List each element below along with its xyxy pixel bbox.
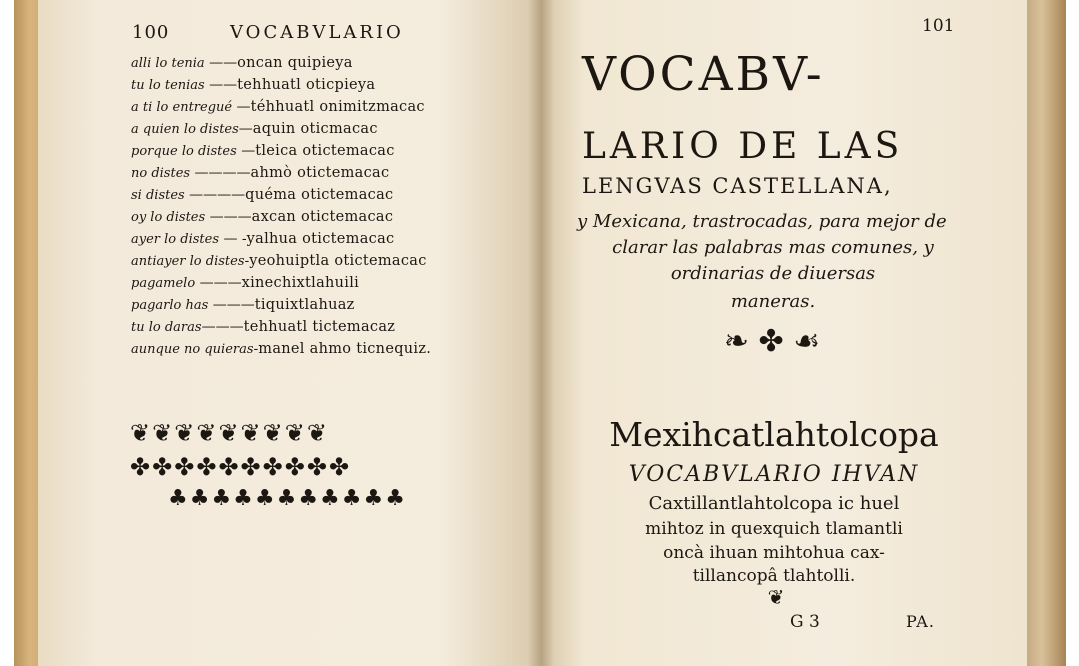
entry-dash: —— bbox=[204, 77, 238, 93]
title-line-2: LARIO DE LAS bbox=[582, 126, 904, 167]
vocab-entry bbox=[131, 52, 491, 74]
spanish-phrase: aunque no quieras bbox=[131, 342, 254, 357]
spanish-phrase: si distes bbox=[131, 188, 185, 203]
spanish-phrase: pagamelo bbox=[131, 276, 196, 291]
ornament-row-3: ♣♣♣♣♣♣♣♣♣♣♣ bbox=[168, 486, 407, 511]
spanish-phrase: antiayer lo distes bbox=[131, 254, 245, 269]
spanish-phrase: a quien lo distes bbox=[131, 122, 239, 137]
vocab-entry bbox=[131, 162, 491, 184]
vocab-entry bbox=[131, 250, 491, 272]
spanish-phrase: a ti lo entregué bbox=[131, 100, 233, 115]
nahuatl-phrase: axcan otictemacac bbox=[251, 209, 394, 225]
ornament-band bbox=[130, 416, 500, 514]
entry-dash: — bbox=[236, 143, 256, 159]
small-ornament: ❦ bbox=[767, 585, 785, 609]
nahuatl-phrase: tiquixtlahuaz bbox=[254, 297, 355, 313]
entry-dash: ——— bbox=[201, 319, 244, 335]
entry-dash: ———— bbox=[184, 187, 246, 203]
vocab-entry bbox=[131, 294, 491, 316]
description-line-1: y Mexicana, trastrocadas, para mejor de bbox=[577, 211, 947, 232]
body-line-4: tillancopâ tlahtolli. bbox=[692, 566, 856, 586]
body-line-1: Caxtillantlahtolcopa ic huel bbox=[648, 493, 900, 514]
nahuatl-phrase: xinechixtlahuili bbox=[241, 275, 360, 291]
page-number-left: 100 bbox=[132, 22, 170, 43]
spanish-phrase: alli lo tenia bbox=[131, 56, 205, 71]
nahuatl-phrase: tehhuatl oticpieya bbox=[237, 77, 376, 93]
entry-dash: — - bbox=[219, 231, 247, 247]
book-cover-right-edge bbox=[1022, 0, 1066, 666]
vocab-entry bbox=[131, 118, 491, 140]
spanish-phrase: no distes bbox=[131, 166, 191, 181]
spanish-phrase: porque lo distes bbox=[131, 144, 237, 159]
vocab-entry bbox=[131, 228, 491, 250]
entry-dash: - bbox=[253, 341, 259, 357]
nahuatl-phrase: ahmò otictemacac bbox=[250, 165, 390, 181]
vocab-entry bbox=[131, 206, 491, 228]
spanish-phrase: tu lo tenias bbox=[131, 78, 205, 93]
nahuatl-title: Mexihcatlahtolcopa bbox=[609, 415, 939, 454]
vocab-entry bbox=[131, 272, 491, 294]
description-line-3: ordinarias de diuersas bbox=[670, 263, 876, 284]
catchword: PA. bbox=[906, 612, 935, 631]
vocab-entry bbox=[131, 316, 491, 338]
title-line-3: LENGVAS CASTELLANA, bbox=[582, 174, 893, 198]
nahuatl-phrase: yeohuiptla otictemacac bbox=[249, 253, 427, 269]
ornament-row-1: ❦❦❦❦❦❦❦❦❦ bbox=[130, 419, 329, 447]
vocab-entry bbox=[131, 96, 491, 118]
nahuatl-phrase: tehhuatl tictemacaz bbox=[243, 319, 396, 335]
entry-dash: — bbox=[238, 121, 253, 137]
vocab-entry bbox=[131, 184, 491, 206]
nahuatl-phrase: oncan quipieya bbox=[237, 55, 353, 71]
nahuatl-phrase: tleica otictemacac bbox=[255, 143, 395, 159]
subtitle: VOCABVLARIO IHVAN bbox=[628, 462, 920, 487]
entry-dash: — bbox=[232, 99, 251, 115]
body-line-2: mihtoz in quexquich tlamantli bbox=[645, 519, 903, 539]
nahuatl-phrase: quéma otictemacac bbox=[245, 187, 394, 203]
vocab-entry bbox=[131, 338, 491, 360]
description-line-2: clarar las palabras mas comunes, y bbox=[612, 237, 934, 258]
entry-dash: - bbox=[244, 253, 250, 269]
entry-dash: ——— bbox=[205, 209, 252, 225]
entry-dash: ———— bbox=[190, 165, 251, 181]
entry-dash: ——— bbox=[195, 275, 242, 291]
nahuatl-phrase: téhhuatl onimitzmacac bbox=[250, 99, 425, 115]
entry-dash: ——— bbox=[208, 297, 255, 313]
spanish-phrase: ayer lo distes bbox=[131, 232, 219, 247]
book-gutter bbox=[528, 0, 554, 666]
running-title: VOCABVLARIO bbox=[230, 22, 404, 43]
page-number-right: 101 bbox=[922, 16, 955, 36]
description-line-4: maneras. bbox=[730, 291, 816, 312]
spanish-phrase: tu lo daras bbox=[131, 320, 202, 335]
nahuatl-phrase: aquin oticmacac bbox=[252, 121, 378, 137]
vocabulary-list bbox=[131, 52, 491, 360]
entry-dash: —— bbox=[204, 55, 238, 71]
title-line-1: VOCABV- bbox=[582, 47, 825, 102]
fleuron-ornament: ❧ ✤ ☙ bbox=[723, 324, 821, 359]
vocab-entry bbox=[131, 74, 491, 96]
ornament-row-2: ✤✤✤✤✤✤✤✤✤✤ bbox=[130, 453, 352, 481]
body-line-3: oncà ihuan mihtohua cax- bbox=[663, 543, 885, 563]
vocab-entry bbox=[131, 140, 491, 162]
signature-mark: G 3 bbox=[790, 612, 820, 632]
nahuatl-phrase: yalhua otictemacac bbox=[246, 231, 395, 247]
nahuatl-phrase: manel ahmo ticnequiz. bbox=[258, 341, 432, 357]
spanish-phrase: pagarlo has bbox=[131, 298, 209, 313]
spanish-phrase: oy lo distes bbox=[131, 210, 206, 225]
